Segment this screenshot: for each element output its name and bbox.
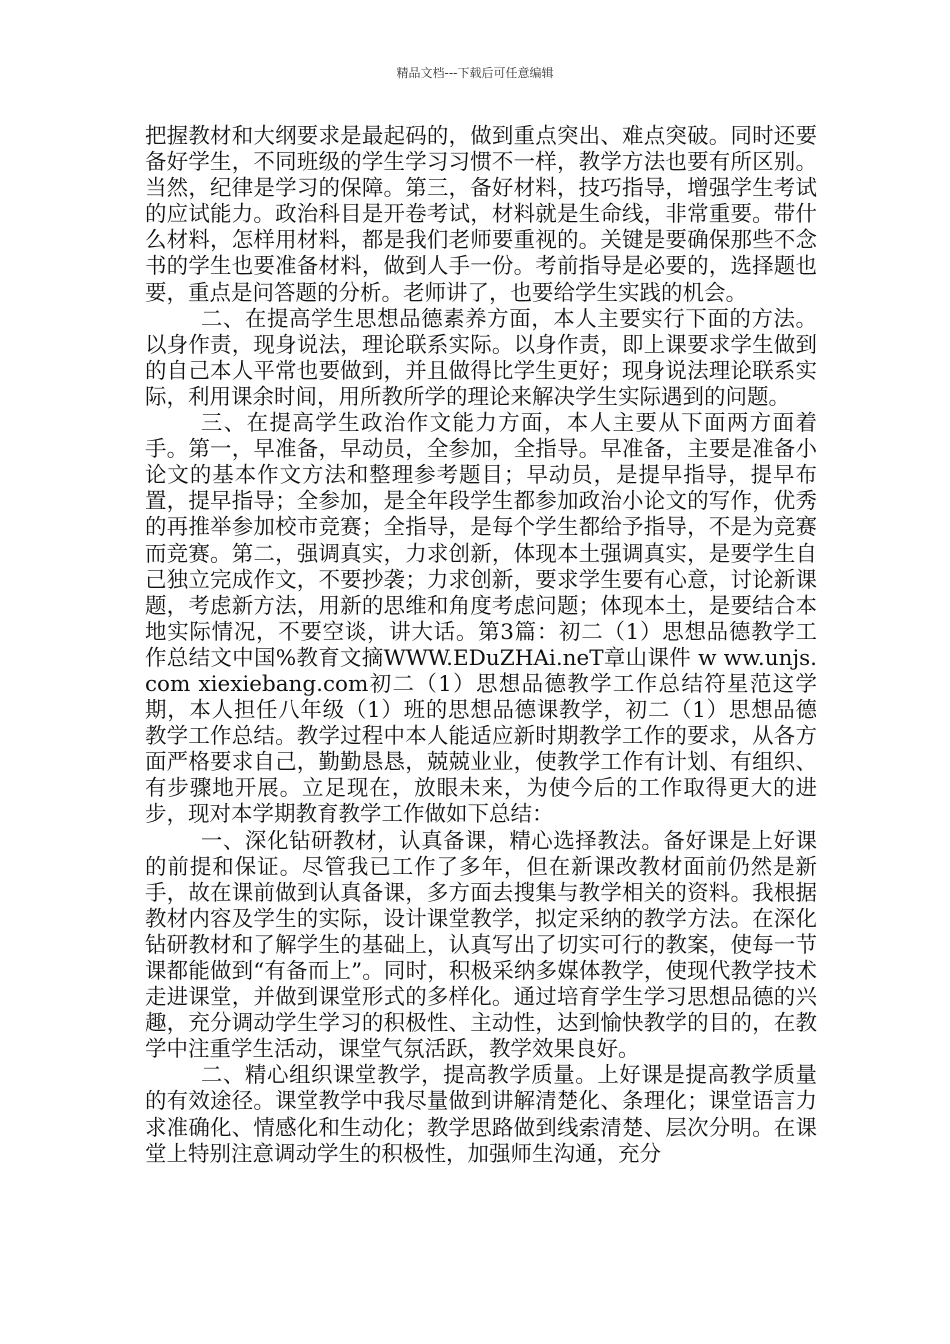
paragraph-study-materials: 一、深化钻研教材，认真备课，精心选择教法。备好课是上好课的前提和保证。尽管我已工作了多年，但在新课改教材面前仍然是新手，故在课前做到认真备课，多方面去搜集与教学相关的资料。我根据教材内容及学生的实际，设计课堂教学，拟定采纳的教学方法。在深化钻研教材和了解学生的基础上，认真写出了切实可行的教案，使每一节课都能做到“有备而上”。同时，积极采纳多媒体教学，使现代教学技术走进课堂，并做到课堂形式的多样化。通过培育学生学习思想品德的兴趣，充分调动学生学习的积极性、主动性，达到愉快教学的目的，在教学中注重学生活动，课堂气氛活跃，教学效果良好。: [145, 828, 817, 1063]
paragraph-continuation: 把握教材和大纲要求是最起码的，做到重点突出、难点突破。同时还要备好学生，不同班级的学生学习习惯不一样，教学方法也要有所区别。当然，纪律是学习的保障。第三，备好材料，技巧指导，增强学生考试的应试能力。政治科目是开卷考试，材料就是生命线，非常重要。带什么材料，怎样用材料，都是我们老师要重视的。关键是要确保那些不念书的学生也要准备材料，做到人手一份。考前指导是必要的，选择题也要，重点是问答题的分析。老师讲了，也要给学生实践的机会。: [145, 124, 817, 306]
page-header: 精品文档---下载后可任意编辑: [396, 66, 554, 80]
document-body: [145, 124, 817, 1168]
paragraph-classroom-teaching: 二、精心组织课堂教学，提高教学质量。上好课是提高教学质量的有效途径。课堂教学中我尽量做到讲解清楚化、条理化；课堂语言力求准确化、情感化和生动化；教学思路做到线索清楚、层次分明。在课堂上特别注意调动学生的积极性，加强师生沟通，充分: [145, 1063, 817, 1167]
paragraph-essay-ability: 三、在提高学生政治作文能力方面，本人主要从下面两方面着手。第一，早准备，早动员，全参加，全指导。早准备，主要是准备小论文的基本作文方法和整理参考题目；早动员，是提早指导，提早布置，提早指导；全参加，是全年段学生都参加政治小论文的写作，优秀的再推举参加校市竞赛；全指导，是每个学生都给予指导，不是为竞赛而竞赛。第二，强调真实，力求创新，体现本土强调真实，是要学生自己独立完成作文，不要抄袭；力求创新，要求学生要有心意，讨论新课题，考虑新方法，用新的思维和角度考虑问题；体现本土，是要结合本地实际情况，不要空谈，讲大话。第3篇：初二（1）思想品德教学工作总结文中国%教育文摘WWW.EDuZHAi.neT章山课件 w ww.unjs.com xiexiebang.com初二（1）思想品德教学工作总结符星范这学期，本人担任八年级（1）班的思想品德课教学，初二（1）思想品德教学工作总结。教学过程中本人能适应新时期教学工作的要求，从各方面严格要求自己，勤勤恳恳，兢兢业业，使教学工作有计划、有组织、有步骤地开展。立足现在，放眼未来，为使今后的工作取得更大的进步，现对本学期教育教学工作做如下总结：: [145, 411, 817, 828]
paragraph-moral-quality: 二、在提高学生思想品德素养方面，本人主要实行下面的方法。以身作责，现身说法，理论联系实际。以身作责，即上课要求学生做到的自己本人平常也要做到，并且做得比学生更好；现身说法理论联系实际，利用课余时间，用所教所学的理论来解决学生实际遇到的问题。: [145, 306, 817, 410]
